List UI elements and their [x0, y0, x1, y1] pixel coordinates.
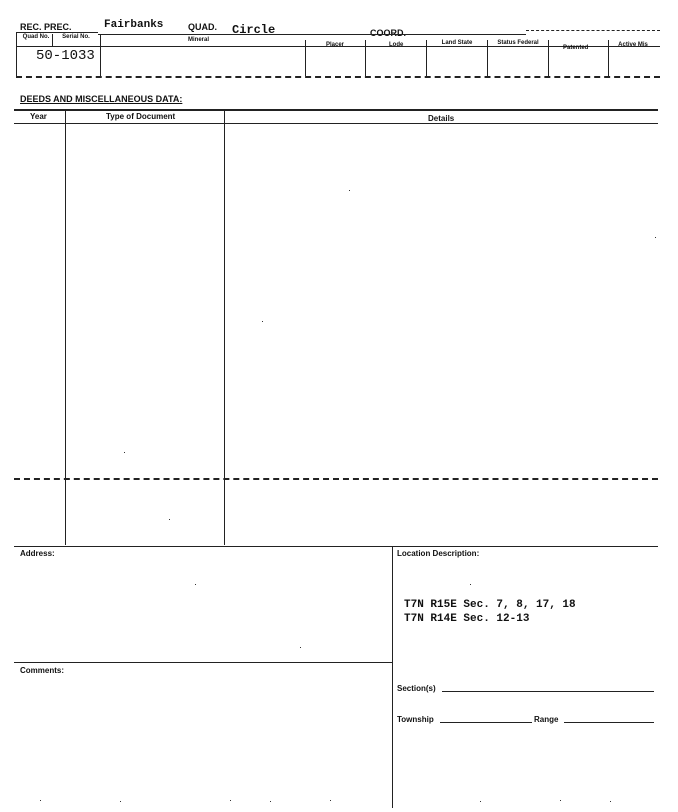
col-year: Year — [30, 112, 47, 121]
quad-label: QUAD. — [188, 22, 217, 32]
col-patented: Patented — [563, 45, 589, 51]
deeds-mid-dashed — [14, 478, 658, 480]
deeds-top-rule — [14, 109, 658, 111]
col-divider — [487, 40, 488, 76]
col-lode: Lode — [389, 42, 404, 48]
col-divider — [608, 40, 609, 76]
rec-prec-label: REC. PREC. — [20, 22, 72, 32]
col-divider — [548, 40, 549, 76]
comments-rule — [14, 662, 392, 663]
col-details: Details — [428, 114, 455, 123]
col-serial-no: Serial No. — [62, 34, 90, 40]
sections-label: Section(s) — [397, 684, 436, 693]
lower-divider — [392, 546, 393, 808]
record-number: 50-1033 — [36, 48, 95, 64]
header-rule — [98, 34, 526, 35]
sections-field — [442, 691, 654, 692]
header-rule-dashed — [526, 30, 660, 31]
col-divider — [426, 40, 427, 76]
deeds-bottom-rule — [14, 546, 658, 547]
quad-value: Circle — [232, 23, 276, 37]
col-mineral: Mineral — [188, 37, 210, 43]
col-active-mis: Active Mis — [618, 42, 648, 48]
location-line-1: T7N R15E Sec. 7, 8, 17, 18 — [404, 599, 576, 611]
col-placer: Placer — [326, 42, 345, 48]
deeds-header-rule — [14, 123, 658, 124]
coord-label: COORD. — [370, 28, 406, 38]
range-label: Range — [534, 715, 559, 724]
col-land-state: Land State — [441, 40, 473, 46]
comments-label: Comments: — [20, 666, 65, 675]
col-type-of-document: Type of Document — [106, 112, 176, 121]
township-label: Township — [397, 715, 434, 724]
col-status-federal: Status Federal — [497, 40, 539, 46]
address-label: Address: — [20, 549, 55, 558]
col-divider — [305, 40, 306, 76]
col-divider — [100, 34, 101, 76]
col-divider — [16, 32, 17, 77]
location-line-2: T7N R14E Sec. 12-13 — [404, 613, 530, 625]
header-rule-left — [16, 32, 98, 33]
record-bottom-dashed — [16, 76, 660, 78]
deeds-title: DEEDS AND MISCELLANEOUS DATA: — [20, 94, 183, 104]
district-value: Fairbanks — [104, 19, 164, 31]
col-divider — [365, 40, 366, 76]
range-field — [564, 722, 654, 723]
location-description-label: Location Description: — [397, 549, 480, 558]
col-quad-no: Quad No. — [22, 34, 50, 40]
township-field — [440, 722, 532, 723]
